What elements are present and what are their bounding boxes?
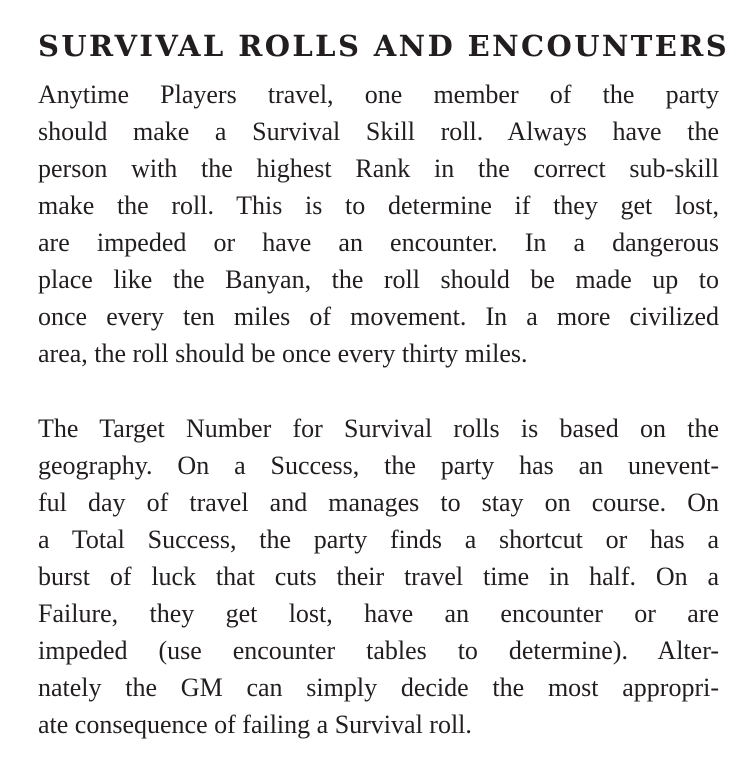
- text-line: a Total Success, the party finds a shortcut or has a: [38, 525, 719, 554]
- paragraph: [38, 410, 719, 743]
- text-line: ful day of travel and manages to stay on course. On: [38, 488, 719, 517]
- text-line: Anytime Players travel, one member of the party: [38, 80, 719, 109]
- text-line: The Target Number for Survival rolls is based on the: [38, 414, 719, 443]
- paragraph: [38, 76, 719, 372]
- text-line: ate consequence of failing a Survival roll.: [38, 710, 472, 739]
- text-line: person with the highest Rank in the correct sub-skill: [38, 154, 719, 183]
- text-line: burst of luck that cuts their travel time in half. On a: [38, 562, 719, 591]
- text-line: make the roll. This is to determine if they get lost,: [38, 191, 719, 220]
- text-line: once every ten miles of movement. In a more civilized: [38, 302, 719, 331]
- text-line: nately the GM can simply decide the most appropri-: [38, 673, 719, 702]
- body-text: [38, 76, 719, 743]
- text-line: area, the roll should be once every thirty miles.: [38, 339, 528, 368]
- text-line: are impeded or have an encounter. In a dangerous: [38, 228, 719, 257]
- text-line: should make a Survival Skill roll. Always have the: [38, 117, 719, 146]
- section-heading: SURVIVAL ROLLS AND ENCOUNTERS: [38, 29, 730, 63]
- text-line: place like the Banyan, the roll should be made up to: [38, 265, 719, 294]
- text-line: geography. On a Success, the party has an unevent-: [38, 451, 719, 480]
- text-line: impeded (use encounter tables to determine). Alter-: [38, 636, 719, 665]
- text-line: Failure, they get lost, have an encounter or are: [38, 599, 719, 628]
